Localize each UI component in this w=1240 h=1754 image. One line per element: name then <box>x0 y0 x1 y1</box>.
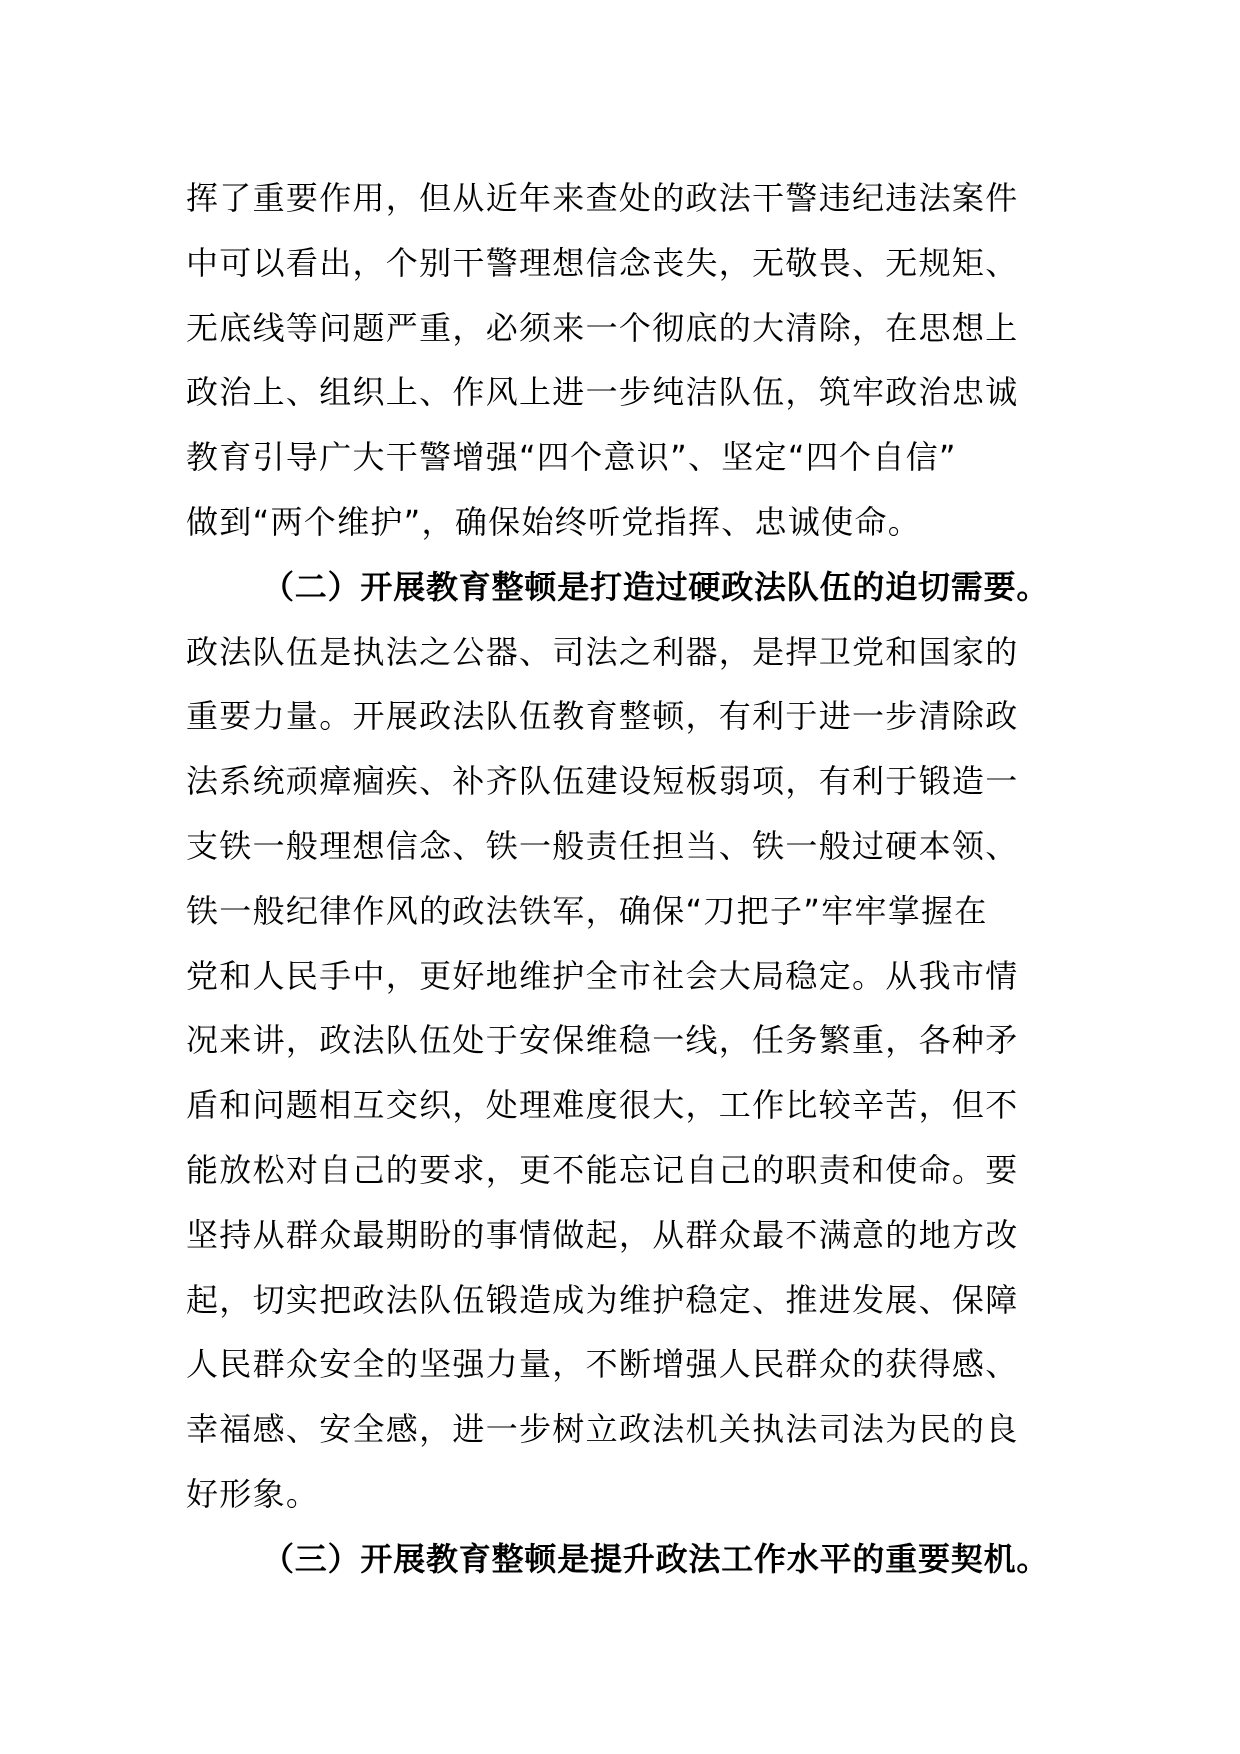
body-line: 况来讲，政法队伍处于安保维稳一线，任务繁重，各种矛 <box>186 1021 1019 1060</box>
body-line: 幸福感、安全感，进一步树立政法机关执法司法为民的良 <box>186 1410 1019 1449</box>
body-line: 挥了重要作用，但从近年来查处的政法干警违纪违法案件 <box>186 179 1019 217</box>
body-line: 党和人民手中，更好地维护全市社会大局稳定。从我市情 <box>186 956 1019 995</box>
body-line: 人民群众安全的坚强力量，不断增强人民群众的获得感、 <box>186 1345 1019 1384</box>
body-line: 中可以看出，个别干警理想信念丧失，无敬畏、无规矩、 <box>186 243 1019 282</box>
body-line: 教育引导广大干警增强“四个意识”、坚定“四个自信” <box>186 438 957 477</box>
body-line: 做到“两个维护”，确保始终听党指挥、忠诚使命。 <box>186 502 922 541</box>
body-line: 盾和问题相互交织，处理难度很大，工作比较辛苦，但不 <box>186 1086 1019 1125</box>
section-heading-3: （三）开展教育整顿是提升政法工作水平的重要契机。 <box>262 1539 1050 1578</box>
body-line: 政治上、组织上、作风上进一步纯洁队伍，筑牢政治忠诚 <box>186 373 1019 412</box>
body-line: 铁一般纪律作风的政法铁军，确保“刀把子”牢牢掌握在 <box>186 891 988 930</box>
body-line: 重要力量。开展政法队伍教育整顿，有利于进一步清除政 <box>186 697 1019 736</box>
document-body <box>186 166 1066 1592</box>
body-line: 好形象。 <box>186 1474 320 1513</box>
body-line: 支铁一般理想信念、铁一般责任担当、铁一般过硬本领、 <box>186 826 1019 865</box>
body-line: 无底线等问题严重，必须来一个彻底的大清除，在思想上 <box>186 308 1019 347</box>
body-line: 坚持从群众最期盼的事情做起，从群众最不满意的地方改 <box>186 1215 1019 1254</box>
body-line: 政法队伍是执法之公器、司法之利器，是捍卫党和国家的 <box>186 632 1019 671</box>
body-line: 法系统顽瘴痼疾、补齐队伍建设短板弱项，有利于锻造一 <box>186 762 1019 801</box>
body-line: 起，切实把政法队伍锻造成为维护稳定、推进发展、保障 <box>186 1280 1019 1319</box>
body-line: 能放松对自己的要求，更不能忘记自己的职责和使命。要 <box>186 1150 1019 1189</box>
section-heading-2: （二）开展教育整顿是打造过硬政法队伍的迫切需要。 <box>262 567 1050 606</box>
